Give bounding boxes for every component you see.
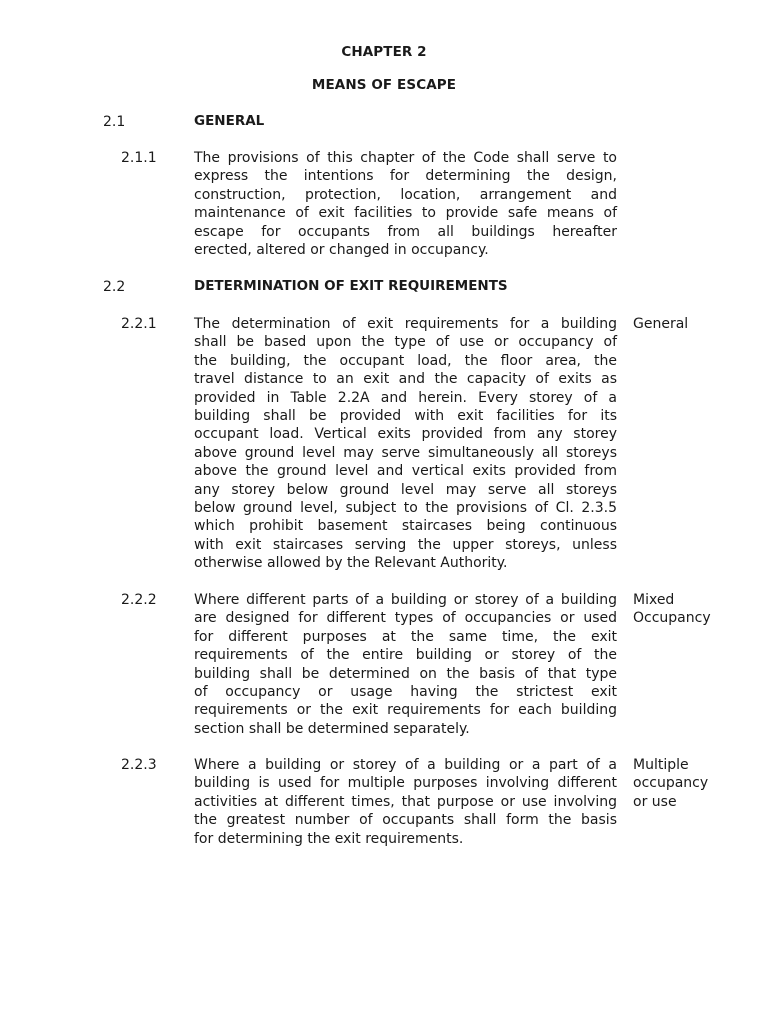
text-line: requirements or the exit requirements for each building: [194, 702, 617, 719]
margin-note-line: or use: [633, 793, 677, 810]
text-line: construction, protection, location, arrangement and: [194, 186, 617, 203]
clause-text-2-2-2: [194, 591, 617, 738]
margin-note-line: Mixed: [633, 592, 675, 608]
text-line: are designed for different types of occupancies or used: [194, 610, 617, 627]
text-line: Where different parts of a building or storey of a building: [194, 592, 617, 608]
section-heading-general: GENERAL: [194, 113, 265, 129]
clause-text-2-1-1: [194, 149, 617, 259]
text-line: requirements of the entire building or storey of the: [194, 647, 617, 664]
margin-note-line: occupancy: [633, 775, 709, 792]
text-line: building is used for multiple purposes involving different: [194, 775, 617, 792]
clause-number-2-2-1: 2.2.1: [121, 316, 157, 332]
text-line: any storey below ground level may serve all storeys: [194, 481, 617, 498]
margin-note-line: Multiple: [633, 757, 689, 773]
clause-number-2-2-2: 2.2.2: [121, 592, 157, 608]
text-line: of occupancy or usage having the strictest exit: [194, 684, 617, 701]
text-line: provided in Table 2.2A and herein. Every storey of a: [194, 389, 617, 406]
section-heading-exit-requirements: DETERMINATION OF EXIT REQUIREMENTS: [194, 278, 508, 294]
clause-text-2-2-3: [194, 756, 617, 848]
text-line: the building, the occupant load, the floor area, the: [194, 352, 617, 369]
clause-number-2-1-1: 2.1.1: [121, 150, 157, 166]
text-line: building shall be determined on the basis of that type: [194, 665, 617, 682]
text-line: for determining the exit requirements.: [194, 830, 464, 847]
margin-note-multiple-occupancy: [633, 756, 763, 811]
text-line: Where a building or storey of a building or a part of a: [194, 757, 617, 773]
text-line: section shall be determined separately.: [194, 720, 470, 737]
text-line: otherwise allowed by the Relevant Authority.: [194, 555, 508, 572]
text-line: building shall be provided with exit facilities for its: [194, 408, 617, 425]
text-line: the greatest number of occupants shall form the basis: [194, 812, 617, 829]
text-line: erected, altered or changed in occupancy.: [194, 242, 489, 259]
clause-text-2-2-1: [194, 315, 617, 573]
section-number-2-2: 2.2: [103, 279, 126, 295]
text-line: express the intentions for determining the design,: [194, 168, 617, 185]
margin-note-general: [633, 315, 763, 333]
text-line: shall be based upon the type of use or occupancy of: [194, 334, 617, 351]
text-line: above the ground level and vertical exits provided from: [194, 463, 617, 480]
text-line: The determination of exit requirements for a building: [194, 316, 617, 332]
margin-note-mixed-occupancy: [633, 591, 763, 628]
text-line: escape for occupants from all buildings hereafter: [194, 223, 617, 240]
clause-number-2-2-3: 2.2.3: [121, 757, 157, 773]
text-line: which prohibit basement staircases being continuous: [194, 518, 617, 535]
text-line: The provisions of this chapter of the Code shall serve to: [194, 150, 617, 166]
chapter-title: MEANS OF ESCAPE: [311, 77, 457, 93]
text-line: travel distance to an exit and the capacity of exits as: [194, 371, 617, 388]
text-line: above ground level may serve simultaneously all storeys: [194, 444, 617, 461]
margin-note-line: Occupancy: [633, 610, 711, 627]
text-line: below ground level, subject to the provisions of Cl. 2.3.5: [194, 500, 617, 517]
text-line: for different purposes at the same time, the exit: [194, 628, 617, 645]
section-number-2-1: 2.1: [103, 114, 126, 130]
text-line: with exit staircases serving the upper storeys, unless: [194, 536, 617, 553]
text-line: maintenance of exit facilities to provide safe means of: [194, 205, 617, 222]
text-line: occupant load. Vertical exits provided from any storey: [194, 426, 617, 443]
text-line: activities at different times, that purpose or use involving: [194, 793, 617, 810]
margin-note-line: General: [633, 316, 689, 332]
chapter-label: CHAPTER 2: [341, 44, 427, 60]
